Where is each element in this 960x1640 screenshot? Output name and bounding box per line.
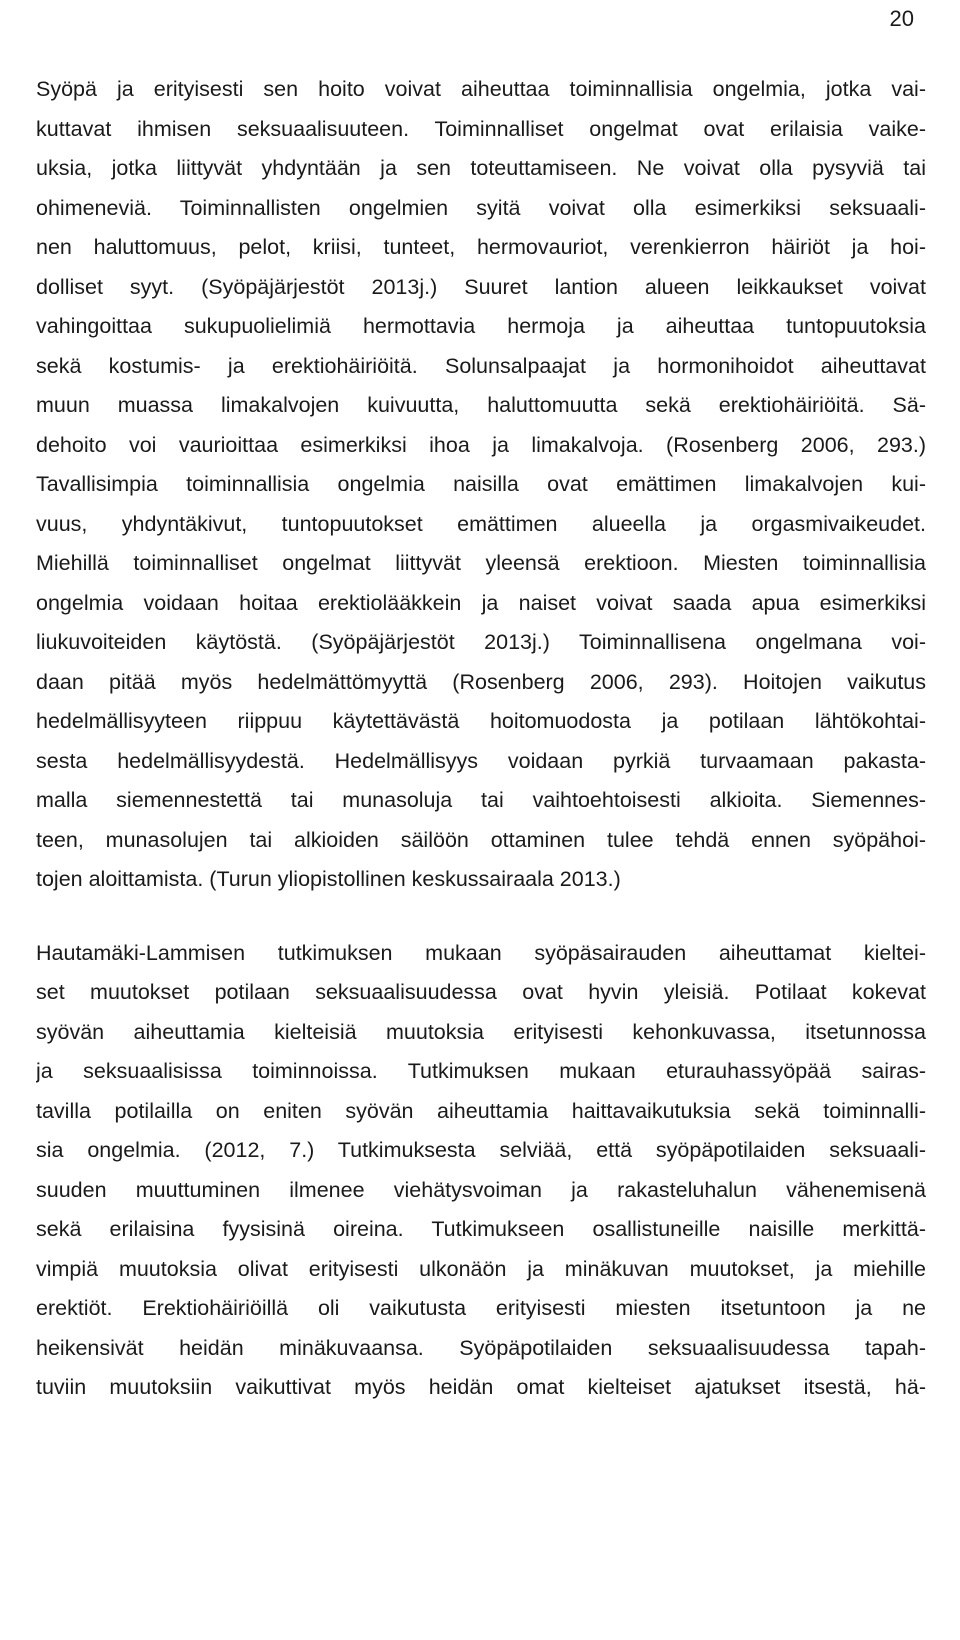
text-line: vuus, yhdyntäkivut, tuntopuutokset emättimen alueella ja orgasmivaikeudet. xyxy=(36,511,926,536)
paragraph-2 xyxy=(36,934,926,1408)
text-line: ongelmia voidaan hoitaa erektiolääkkein ja naiset voivat saada apua esimerkiksi xyxy=(36,590,926,615)
text-line: muun muassa limakalvojen kuivuutta, haluttomuutta sekä erektiohäiriöitä. Sä- xyxy=(36,393,926,417)
text-line: Miehillä toiminnalliset ongelmat liittyvät yleensä erektioon. Miesten toiminnallisia xyxy=(36,551,926,575)
text-line: nen haluttomuus, pelot, kriisi, tunteet, hermovauriot, verenkierron häiriöt ja hoi- xyxy=(36,235,926,259)
text-line: sekä erilaisina fyysisinä oireina. Tutkimukseen osallistuneille naisille merkittä- xyxy=(36,1217,926,1241)
text-line: hedelmällisyyteen riippuu käytettävästä hoitomuodosta ja potilaan lähtökohtai- xyxy=(36,709,926,733)
text-line: dolliset syyt. (Syöpäjärjestöt 2013j.) Suuret lantion alueen leikkaukset voivat xyxy=(36,274,926,299)
text-line: teen, munasolujen tai alkioiden säilöön ottaminen tulee tehdä ennen syöpähoi- xyxy=(36,827,926,852)
document-body xyxy=(36,70,926,1408)
paragraph-spacer xyxy=(36,900,926,934)
text-line: sia ongelmia. (2012, 7.) Tutkimuksesta selviää, että syöpäpotilaiden seksuaali- xyxy=(36,1138,926,1162)
text-line: daan pitää myös hedelmättömyyttä (Rosenberg 2006, 293). Hoitojen vaikutus xyxy=(36,669,926,694)
text-line: heikensivät heidän minäkuvaansa. Syöpäpotilaiden seksuaalisuudessa tapah- xyxy=(36,1335,926,1360)
text-line: liukuvoiteiden käytöstä. (Syöpäjärjestöt 2013j.) Toiminnallisena ongelmana voi- xyxy=(36,630,926,654)
text-line: vahingoittaa sukupuolielimiä hermottavia hermoja ja aiheuttaa tuntopuutoksia xyxy=(36,314,926,338)
text-line: kuttavat ihmisen seksuaalisuuteen. Toiminnalliset ongelmat ovat erilaisia vaike- xyxy=(36,116,926,141)
text-line: sekä kostumis- ja erektiohäiriöitä. Solunsalpaajat ja hormonihoidot aiheuttavat xyxy=(36,353,926,378)
text-line: set muutokset potilaan seksuaalisuudessa ovat hyvin yleisiä. Potilaat kokevat xyxy=(36,980,926,1004)
text-line: suuden muuttuminen ilmenee viehätysvoiman ja rakasteluhalun vähenemisenä xyxy=(36,1177,926,1202)
text-line: ja seksuaalisissa toiminnoissa. Tutkimuksen mukaan eturauhassyöpää sairas- xyxy=(36,1059,926,1083)
text-line: erektiöt. Erektiohäiriöillä oli vaikutusta erityisesti miesten itsetuntoon ja ne xyxy=(36,1296,926,1320)
paragraph-1 xyxy=(36,70,926,900)
text-line: vimpiä muutoksia olivat erityisesti ulkonäön ja minäkuvan muutokset, ja miehille xyxy=(36,1256,926,1281)
text-line: ohimeneviä. Toiminnallisten ongelmien syitä voivat olla esimerkiksi seksuaali- xyxy=(36,195,926,220)
text-line: Syöpä ja erityisesti sen hoito voivat aiheuttaa toiminnallisia ongelmia, jotka vai- xyxy=(36,77,926,101)
page-number: 20 xyxy=(889,6,914,31)
text-line: Hautamäki-Lammisen tutkimuksen mukaan syöpäsairauden aiheuttamat kieltei- xyxy=(36,940,926,965)
text-line: malla siemennestettä tai munasoluja tai vaihtoehtoisesti alkioita. Siemennes- xyxy=(36,788,926,812)
text-line: tavilla potilailla on eniten syövän aiheuttamia haittavaikutuksia sekä toiminnalli- xyxy=(36,1098,926,1123)
text-line: sesta hedelmällisyydestä. Hedelmällisyys voidaan pyrkiä turvaamaan pakasta- xyxy=(36,748,926,773)
text-line: dehoito voi vaurioittaa esimerkiksi ihoa ja limakalvoja. (Rosenberg 2006, 293.) xyxy=(36,432,926,457)
text-line: uksia, jotka liittyvät yhdyntään ja sen toteuttamiseen. Ne voivat olla pysyviä tai xyxy=(36,156,926,180)
text-line: tojen aloittamista. (Turun yliopistollinen keskussairaala 2013.) xyxy=(36,867,621,891)
text-line: Tavallisimpia toiminnallisia ongelmia naisilla ovat emättimen limakalvojen kui- xyxy=(36,472,926,496)
text-line: tuviin muutoksiin vaikuttivat myös heidän omat kielteiset ajatukset itsestä, hä- xyxy=(36,1375,926,1399)
text-line: syövän aiheuttamia kielteisiä muutoksia erityisesti kehonkuvassa, itsetunnossa xyxy=(36,1019,926,1044)
